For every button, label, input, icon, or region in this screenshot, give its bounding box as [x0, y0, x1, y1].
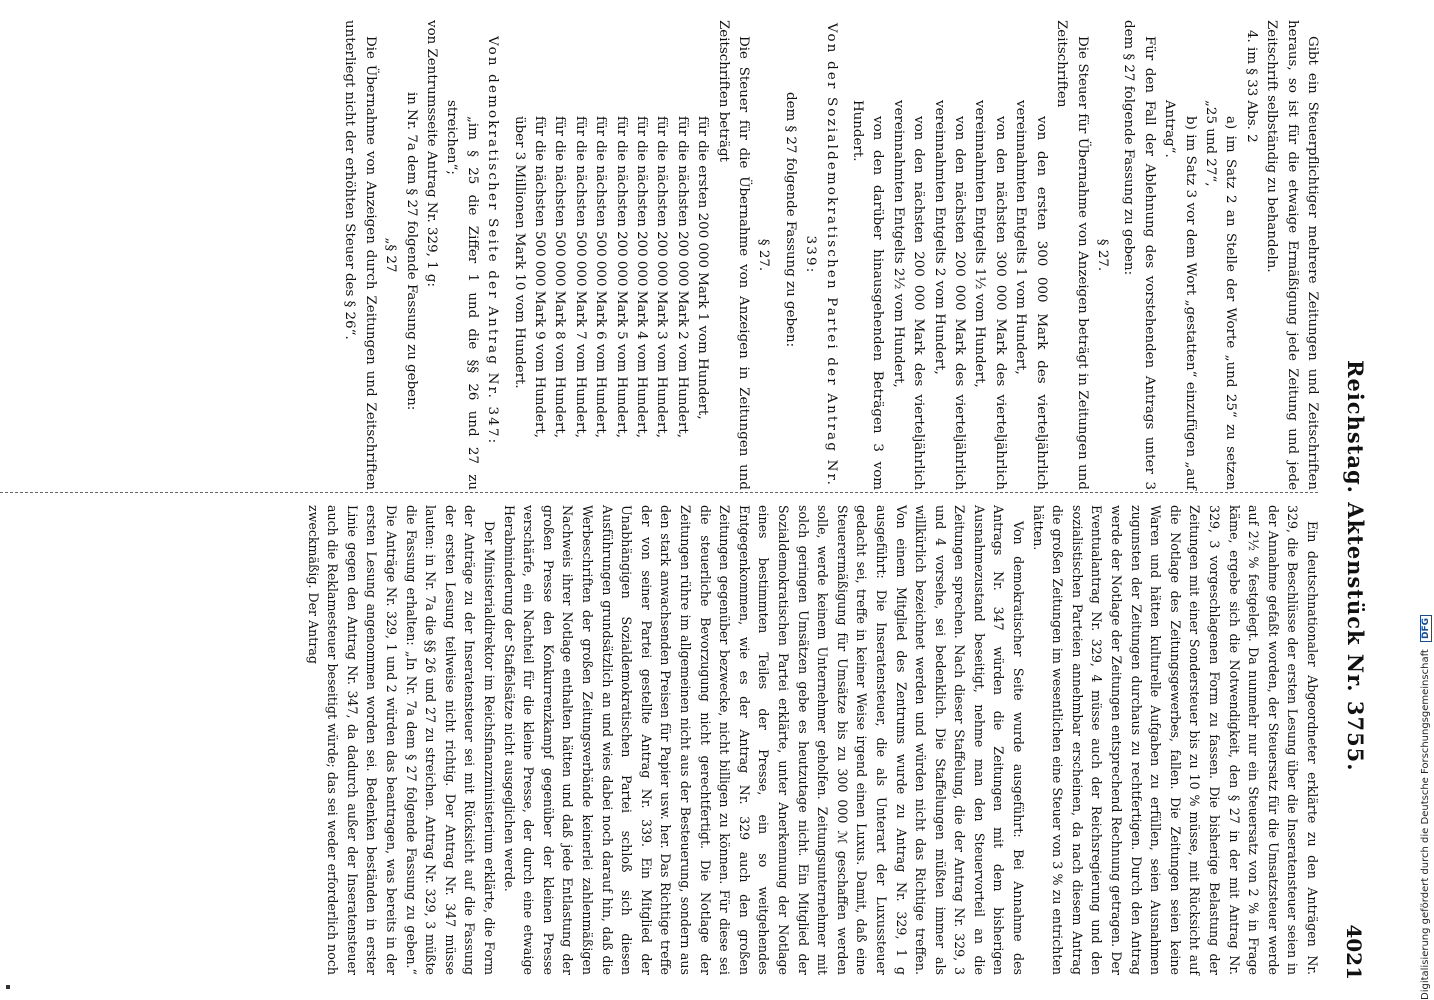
- list-item: von den nächsten 200 000 Mark des vierteljährlich vereinnahmten Entgelts 2½ vom Hundert,: [890, 100, 927, 490]
- column-divider: [0, 492, 1318, 493]
- list-item: a) im Satz 2 an Stelle der Worte „und 25“ zu setzen „25 und 27“,: [1202, 100, 1239, 490]
- paragraph: Der Ministerialdirektor im Reichsfinanzministerium erklärte, die Form der Anträge zu der Inseratensteuer sei mit Rücksicht auf die Fassung der ersten Lesung teilweise nicht richtig. Der Antrag Nr. 347 müsse lauten: in Nr. 7a die §§ 26 und 27 zu streichen. Antrag Nr. 329, 3 müßte die Fassung erhalten: „In Nr. 7a dem § 27 folgende Fassung zu geben.“ Die Anträge Nr. 329, 1 und 2 würden das beantragen, was bereits in der ersten Lesung angenommen worden sei. Bedenken beständen in erster Linie gegen den Antrag Nr. 347, da dadurch außer der Inseratensteuer auch die Reklamesteuer beseitigt würde; das sei weder erforderlich noch zweckmäßig. Der Antrag: [305, 505, 498, 975]
- page-number: 4021: [1342, 924, 1366, 980]
- section-heading: § 27.: [1094, 238, 1110, 272]
- digitization-credit: [1420, 615, 1432, 1000]
- tariff-row: über 3 Millionen Mark 10 vom Hundert.: [511, 116, 527, 389]
- motion-heading: Von demokratischer Seite der Antrag Nr. 347:: [485, 36, 501, 446]
- tariff-row: für die nächsten 200 000 Mark 3 vom Hundert,: [654, 116, 670, 438]
- paragraph: in Nr. 7a dem § 27 folgende Fassung zu geben:: [403, 92, 419, 411]
- paragraph: Ein deutschnationaler Abgeordneter erklärte zu den Anträgen Nr. 329, die Beschlüsse der ersten Lesung über die Inseratensteuer seien in der Annahme gefaßt worden, der Steuersatz für die Umsatzsteuer werde auf 2½ % festgelegt. Da nunmehr nur ein Steuersatz von 2 % in Frage käme, ergebe sich die Notwendigkeit, den § 27 in der mit Antrag Nr. 329, 3 vorgeschlagenen Form zu fassen. Die bisherige Belastung der Zeitungen mit einer Sondersteuer bis zu 10 % müsse, mit Rücksicht auf die Notlage des Zeitungsgewerbes, fallen. Die Zeitungen seien keine Waren und hätten kulturelle Aufgaben zu erfüllen, seien Ausnahmen zugunsten der Zeitungen durchaus zu rechtfertigen. Durch den Antrag werde der Notlage der Zeitungen entsprechend Rechnung getragen. Der Eventualantrag Nr. 329, 4 müsse auch der Reichsregierung und den sozialistischen Parteien annehmbar erscheinen, da nach diesem Antrag die großen Zeitungen im wesentlichen eine Steuer von 3 % zu entrichten hätten.: [1030, 505, 1320, 975]
- tariff-row: für die nächsten 500 000 Mark 6 vom Hundert,: [593, 116, 609, 438]
- list-item: von den nächsten 200 000 Mark des vierteljährlich vereinnahmten Entgelts 2 vom Hundert,: [931, 100, 968, 490]
- left-column: [339, 20, 1322, 490]
- tariff-row: für die nächsten 500 000 Mark 8 vom Hundert,: [552, 116, 568, 438]
- paragraph: Für den Fall der Ablehnung des vorstehenden Antrags unter 3 dem § 27 folgende Fassung zu geben:: [1121, 20, 1157, 490]
- paragraph: „im § 25 die Ziffer 1 und die §§ 26 und 27 zu streichen“;: [444, 100, 480, 490]
- tariff-row: für die nächsten 200 000 Mark 4 vom Hundert,: [634, 116, 649, 438]
- motion-heading: Von der Sozialdemokratischen Partei der Antrag Nr. 339:: [803, 22, 839, 488]
- section-heading: „§ 27: [383, 237, 399, 273]
- paragraph: Die Steuer für die Übernahme von Anzeigen in Zeitungen und Zeitschriften beträgt: [715, 20, 752, 490]
- list-item: von den darüber hinausgehenden Beträgen 3 vom Hundert.: [850, 100, 886, 490]
- tariff-row: für die nächsten 500 000 Mark 7 vom Hundert,: [572, 116, 588, 438]
- page-header-title: Reichstag. Aktenstück Nr. 3755.: [1343, 360, 1368, 772]
- paragraph: Gibt ein Steuerpflichtiger mehrere Zeitungen und Zeitschriften heraus, so ist für die etwaige Ermäßigung jede Zeitung und jede Zeitschrift selbständig zu behandeln.: [1264, 20, 1320, 490]
- paragraph: dem § 27 folgende Fassung zu geben:: [782, 92, 798, 348]
- dfg-logo: DFG: [1420, 615, 1432, 642]
- list-item: 4. im § 33 Abs. 2: [1243, 30, 1259, 143]
- scan-mark: [6, 985, 10, 989]
- right-column: [303, 505, 1322, 975]
- tariff-row: für die ersten 200 000 Mark 1 vom Hundert,: [695, 116, 711, 420]
- tariff-row: für die nächsten 200 000 Mark 5 vom Hundert,: [613, 116, 629, 438]
- list-item: von den ersten 300 000 Mark des vierteljährlich vereinnahmten Entgelts 1 vom Hundert,: [1013, 100, 1049, 490]
- paragraph: Die Steuer für Übernahme von Anzeigen beträgt in Zeitungen und Zeitschriften: [1054, 20, 1090, 490]
- section-heading: § 27.: [756, 238, 772, 272]
- paragraph: Die Übernahme von Anzeigen durch Zeitungen und Zeitschriften unterliegt nicht der erhöhten Steuer des § 26“.: [342, 20, 378, 490]
- paragraph: Von demokratischer Seite wurde ausgeführt: Bei Annahme des Antrags Nr. 347 würden die Zeitungen mit dem bisherigen Ausnahmezustand beseitigt, nehme man den Steuervorteil an die Zeitungen sprechen. Nach dieser Staffelung, die der Antrag Nr. 329, 3 und 4 vorsehe, sei bedenklich. Die Staffelungen müßten immer als willkürlich bezeichnet werden und würden nicht das Richtige treffen. Von einem Mitglied des Zentrums wurde zu Antrag Nr. 329, 1 g ausgeführt: Die Inseratensteuer, die als Unterart der Luxussteuer gedacht sei, treffe in keiner Weise irgend einen Luxus. Damit, daß eine Steuerermäßigung für Umsätze bis zu 300 000 ℳ geschaffen werden solle, werde keinem Unternehmer geholfen. Zeitungsunternehmer mit solch geringen Umsätzen gebe es heutzutage nicht. Ein Mitglied der Sozialdemokratischen Partei erklärte, unter Anerkennung der Notlage eines bestimmten Teiles der Presse, ein so weitgehendes Entgegenkommen, wie es der Antrag Nr. 329 auch den großen Zeitungen gegenüber bezwecke, nicht billigen zu können. Für diese sei die steuerliche Bevorzugung nicht gerechtfertigt. Die Notlage der Zeitungen rühre im allgemeinen nicht aus der Besteuerung, sondern aus den stark anwachsenden Preisen für Papier usw. her. Das Richtige treffe der von seiner Partei gestellte Antrag Nr. 339. Ein Mitglied der Unabhängigen Sozialdemokratischen Partei schloß sich diesen Ausführungen grundsätzlich an und wies dabei noch darauf hin, daß die Werbeschriften der großen Zeitungsverbände keinerlei zahlenmäßigen Nachweis ihrer Notlage enthalten hätten und daß jede Entlastung der großen Presse den Konkurrenzkampf gegenüber der kleinen Presse verschärfe, ein Nachteil für die kleine Presse, der durch eine etwaige Herabminderung der Staffelsätze nicht ausgeglichen werde.: [501, 505, 1027, 975]
- tariff-row: für die nächsten 200 000 Mark 2 vom Hundert,: [674, 116, 690, 438]
- credit-text: Digitalisierung gefördert durch die Deutsche Forschungsgemeinschaft: [1420, 649, 1431, 1000]
- list-item: von den nächsten 300 000 Mark des vierteljährlich vereinnahmten Entgelts 1½ vom Hundert,: [972, 100, 1008, 490]
- motion-heading: von Zentrumsseite Antrag Nr. 329, 1 g:: [423, 20, 439, 287]
- list-item: b) im Satz 3 vor dem Wort „gestatten“ einzufügen „auf Antrag“.: [1162, 100, 1198, 490]
- tariff-row: für die nächsten 500 000 Mark 9 vom Hundert,: [531, 116, 547, 438]
